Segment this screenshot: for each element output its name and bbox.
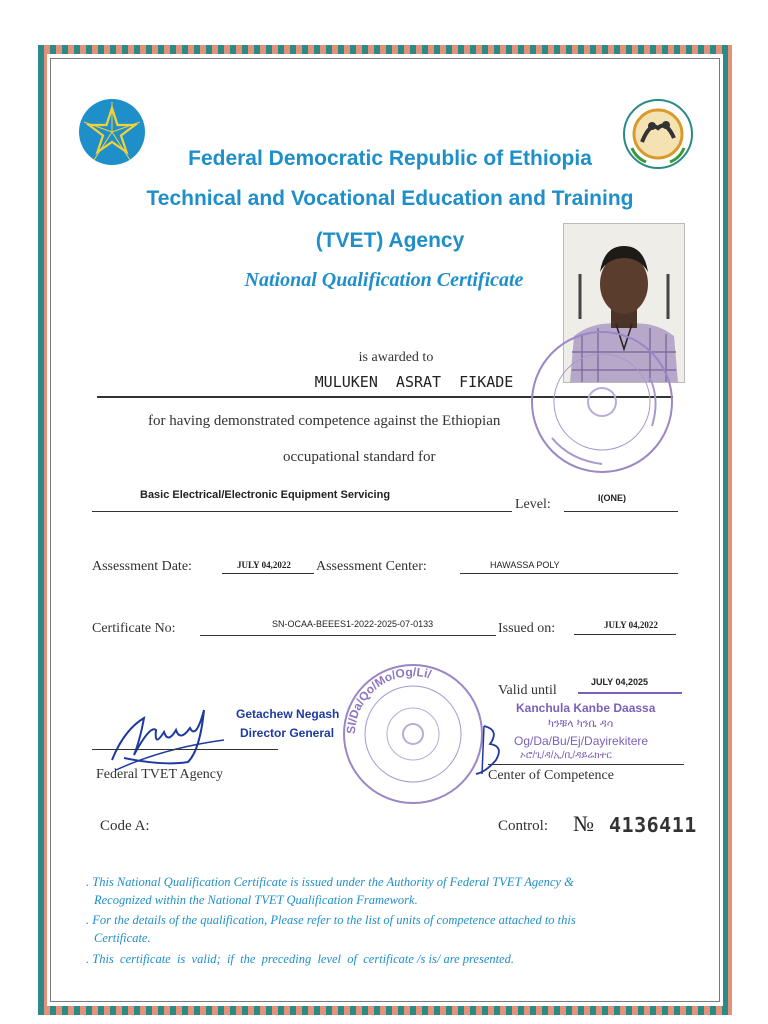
center-signature <box>470 720 520 780</box>
note-1: . This National Qualification Certificate is issued under the Authority of Federal TVET Agency & <box>86 875 574 889</box>
seal-text: SI/Da/Qo/Mo/Og/Li/ <box>343 664 433 735</box>
certificate-number-label: Certificate No: <box>92 621 176 636</box>
assessment-date-line <box>222 573 314 574</box>
valid-until-line <box>578 692 682 694</box>
note-3: . This certificate is valid; if the preceding level of certificate /s is/ are presented. <box>86 952 515 966</box>
center-stamp-line-2: ካንቹላ ካንቤ ዳሳ <box>548 718 614 730</box>
level-line <box>564 511 678 512</box>
center-stamp-line-3: Og/Da/Bu/Ej/Dayirekitere <box>514 734 649 748</box>
level-value: I(ONE) <box>598 493 626 503</box>
issued-on-label: Issued on: <box>498 621 556 636</box>
center-stamp-line-4: ኦሮ/ጊ/ዳ/ኢ/ቢ/ዳይሬክተር <box>520 750 612 761</box>
control-symbol: № <box>573 811 594 836</box>
issued-on-line <box>574 634 676 635</box>
control-number: 4136411 <box>609 813 697 837</box>
official-seal-top <box>530 330 674 474</box>
assessment-center-label: Assessment Center: <box>316 559 427 574</box>
signatory-line <box>92 749 278 750</box>
certificate-subtitle: National Qualification Certificate <box>244 269 524 291</box>
header-line-1: Federal Democratic Republic of Ethiopia <box>188 147 592 170</box>
occupation-value: Basic Electrical/Electronic Equipment Servicing <box>140 489 391 501</box>
center-stamp-line-1: Kanchula Kanbe Daassa <box>516 701 656 715</box>
header-line-2: Technical and Vocational Education and Training <box>146 187 634 210</box>
occupation-line <box>92 511 512 512</box>
issued-on-value: JULY 04,2022 <box>604 620 658 630</box>
code-a-label: Code A: <box>100 818 150 834</box>
header-line-3: (TVET) Agency <box>315 229 465 252</box>
valid-until-value: JULY 04,2025 <box>591 677 649 687</box>
note-1-cont: Recognized within the National TVET Qualification Framework. <box>94 893 418 907</box>
assessment-date-label: Assessment Date: <box>92 559 192 574</box>
valid-until-label: Valid until <box>498 683 557 698</box>
control-label: Control: <box>498 818 549 834</box>
note-2-cont: Certificate. <box>94 931 151 945</box>
assessment-center-value: HAWASSA POLY <box>490 560 560 570</box>
federal-agency-label: Federal TVET Agency <box>96 767 224 782</box>
assessment-date-value: JULY 04,2022 <box>237 560 291 570</box>
competence-text: for having demonstrated competence against the Ethiopian <box>148 413 501 429</box>
note-2: . For the details of the qualification, Please refer to the list of units of competence attached to this <box>86 913 576 927</box>
certificate-number-line <box>200 635 496 636</box>
signatory-name: Getachew Negash <box>236 707 340 721</box>
center-of-competence-label: Center of Competence <box>488 768 614 783</box>
official-seal-bottom <box>342 663 484 805</box>
recipient-name: MULUKEN ASRAT FIKADE <box>314 373 514 391</box>
level-label: Level: <box>515 497 551 512</box>
awarded-to-label: is awarded to <box>358 350 434 365</box>
signatory-title: Director General <box>240 726 335 740</box>
assessment-center-line <box>460 573 678 574</box>
certificate-number-value: SN-OCAA-BEEES1-2022-2025-07-0133 <box>272 619 434 629</box>
standard-text: occupational standard for <box>283 449 436 465</box>
